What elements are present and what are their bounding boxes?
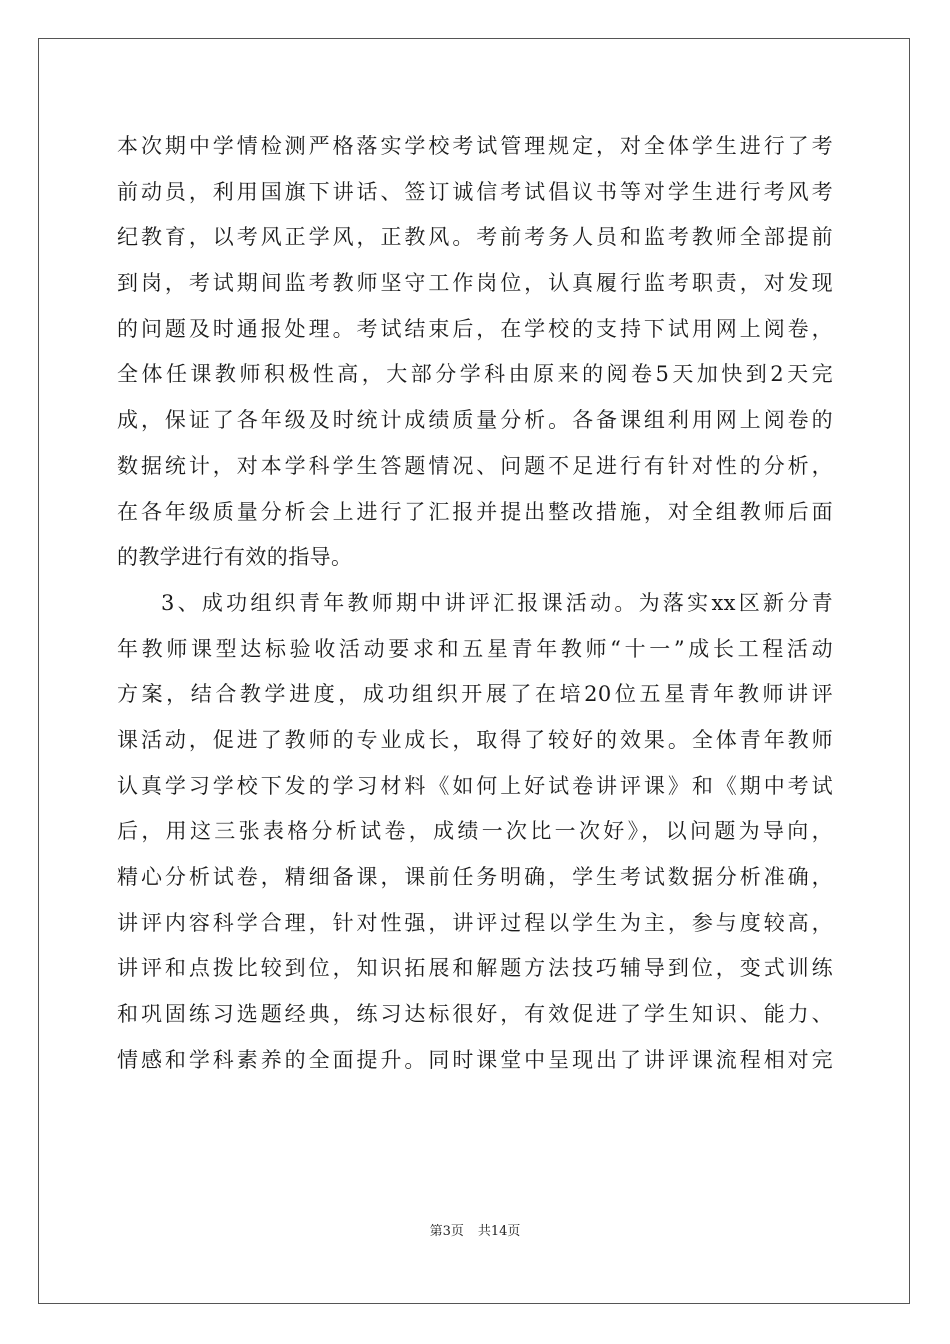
body-line: 前动员，利用国旗下讲话、签订诚信考试倡议书等对学生进行考风考: [117, 179, 833, 204]
section-heading-line: 3、成功组织青年教师期中讲评汇报课活动。为落实xx区新分青: [161, 590, 833, 615]
body-line: 数据统计，对本学科学生答题情况、问题不足进行有针对性的分析，: [117, 453, 833, 478]
body-line: 纪教育，以考风正学风，正教风。考前考务人员和监考教师全部提前: [117, 225, 833, 250]
body-line: 在各年级质量分析会上进行了汇报并提出整改措施，对全组教师后面: [117, 499, 833, 524]
body-line: 讲评内容科学合理，针对性强，讲评过程以学生为主，参与度较高，: [117, 910, 833, 935]
body-line: 精心分析试卷，精细备课，课前任务明确，学生考试数据分析准确，: [117, 865, 833, 889]
body-line: 的问题及时通报处理。考试结束后，在学校的支持下试用网上阅卷，: [117, 316, 833, 341]
body-line: 方案，结合教学进度，成功组织开展了在培20位五星青年教师讲评: [117, 682, 833, 707]
body-line: 认真学习学校下发的学习材料《如何上好试卷讲评课》和《期中考试: [117, 773, 833, 798]
page-footer: [0, 1220, 950, 1239]
body-line: 全体任课教师积极性高，大部分学科由原来的阅卷5天加快到2天完: [117, 362, 833, 387]
body-line: 讲评和点拨比较到位，知识拓展和解题方法技巧辅导到位，变式训练: [117, 956, 833, 981]
page-number-current: 第3页: [429, 1224, 464, 1239]
body-line: 情感和学科素养的全面提升。同时课堂中呈现出了讲评课流程相对完: [117, 1047, 833, 1072]
body-line: 后，用这三张表格分析试卷，成绩一次比一次好》，以问题为导向，: [117, 819, 833, 844]
body-line: 和巩固练习选题经典，练习达标很好，有效促进了学生知识、能力、: [117, 1002, 833, 1027]
body-line: 本次期中学情检测严格落实学校考试管理规定，对全体学生进行了考: [117, 134, 833, 158]
body-line: 成，保证了各年级及时统计成绩质量分析。各备课组利用网上阅卷的: [117, 408, 833, 433]
document-body: [117, 124, 833, 1083]
body-line: 到岗，考试期间监考教师坚守工作岗位，认真履行监考职责，对发现: [117, 271, 833, 296]
page-number-total: 共14页: [477, 1224, 521, 1239]
body-line: 的教学进行有效的指导。: [117, 545, 353, 570]
body-line: 课活动，促进了教师的专业成长，取得了较好的效果。全体青年教师: [117, 727, 833, 752]
body-line: 年教师课型达标验收活动要求和五星青年教师“十一”成长工程活动: [117, 636, 833, 661]
